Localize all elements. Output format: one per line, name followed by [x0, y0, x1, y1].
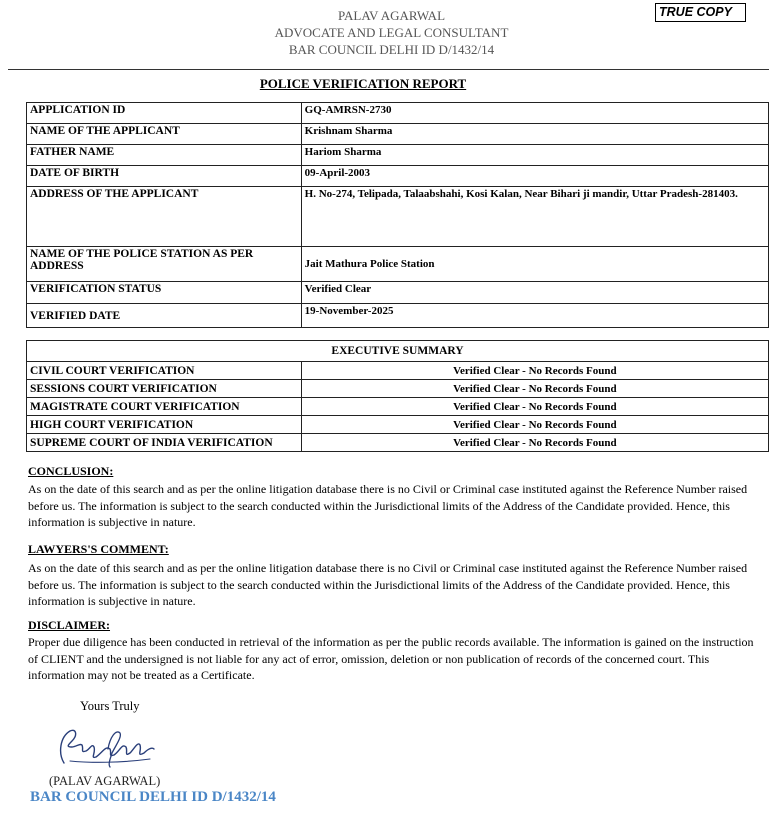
detail-label: ADDRESS OF THE APPLICANT [27, 187, 302, 247]
conclusion-heading: CONCLUSION: [28, 464, 114, 478]
detail-label: VERIFICATION STATUS [27, 282, 302, 304]
detail-value: GQ-AMRSN-2730 [301, 103, 768, 124]
detail-label: NAME OF THE POLICE STATION AS PER ADDRESS [27, 247, 302, 282]
signature-image [50, 723, 160, 771]
closing-salutation: Yours Truly [80, 699, 140, 713]
applicant-details-table [26, 102, 769, 328]
advocate-name: PALAV AGARWAL [337, 8, 446, 23]
detail-value: Jait Mathura Police Station [301, 247, 768, 282]
table-row [27, 380, 769, 398]
summary-heading: EXECUTIVE SUMMARY [27, 341, 769, 362]
summary-label: SUPREME COURT OF INDIA VERIFICATION [27, 434, 302, 452]
detail-label: APPLICATION ID [27, 103, 302, 124]
detail-value: Verified Clear [301, 282, 768, 304]
detail-value: Krishnam Sharma [301, 124, 768, 145]
summary-label: HIGH COURT VERIFICATION [27, 416, 302, 434]
summary-result: Verified Clear - No Records Found [301, 398, 768, 416]
table-row [27, 282, 769, 304]
table-row [27, 341, 769, 362]
detail-label: FATHER NAME [27, 145, 302, 166]
summary-result: Verified Clear - No Records Found [301, 362, 768, 380]
table-row [27, 187, 769, 247]
summary-label: CIVIL COURT VERIFICATION [27, 362, 302, 380]
report-title: POLICE VERIFICATION REPORT [259, 76, 467, 91]
disclaimer-heading: DISCLAIMER: [28, 618, 111, 632]
advocate-role: ADVOCATE AND LEGAL CONSULTANT [274, 25, 509, 40]
detail-value: 19-November-2025 [301, 304, 768, 328]
signatory-name: (PALAV AGARWAL) [49, 774, 161, 788]
header-bar-id: BAR COUNCIL DELHI ID D/1432/14 [288, 42, 495, 57]
detail-value: Hariom Sharma [301, 145, 768, 166]
table-row [27, 124, 769, 145]
executive-summary-table [26, 340, 769, 452]
summary-result: Verified Clear - No Records Found [301, 434, 768, 452]
comment-text: As on the date of this search and as per the online litigation database there is no Civil or Criminal case instituted against the Reference Number raised before us. The information is subject to the search conducted within the Jurisdictional limits of the Address of the Candidate provided. Hence, this information is subjective in nature. [28, 561, 748, 608]
disclaimer-text: Proper due diligence has been conducted in retrieval of the information as per the public records available. The information is gained on the instruction of CLIENT and the undersigned is not liable for any act of error, omission, deletion or non publication of records of the concerned court. This information may not be treated as a Certificate. [28, 635, 754, 682]
table-row [27, 416, 769, 434]
conclusion-text: As on the date of this search and as per the online litigation database there is no Civil or Criminal case instituted against the Reference Number raised before us. The information is subject to the search conducted within the Jurisdictional limits of the Address of the Candidate provided. Hence, this information is subjective in nature. [28, 482, 748, 529]
summary-result: Verified Clear - No Records Found [301, 416, 768, 434]
table-row [27, 362, 769, 380]
true-copy-stamp: TRUE COPY [655, 3, 746, 22]
detail-label: NAME OF THE APPLICANT [27, 124, 302, 145]
summary-label: SESSIONS COURT VERIFICATION [27, 380, 302, 398]
footer-bar-council-id: BAR COUNCIL DELHI ID D/1432/14 [30, 789, 276, 805]
comment-heading: LAWYERS'S COMMENT: [28, 542, 169, 556]
table-row [27, 304, 769, 328]
summary-result: Verified Clear - No Records Found [301, 380, 768, 398]
table-row [27, 247, 769, 282]
table-row [27, 145, 769, 166]
table-row [27, 103, 769, 124]
table-row [27, 398, 769, 416]
detail-label: DATE OF BIRTH [27, 166, 302, 187]
detail-value: 09-April-2003 [301, 166, 768, 187]
summary-label: MAGISTRATE COURT VERIFICATION [27, 398, 302, 416]
detail-value: H. No-274, Telipada, Talaabshahi, Kosi Kalan, Near Bihari ji mandir, Uttar Pradesh-281403. [301, 187, 768, 247]
table-row [27, 166, 769, 187]
table-row [27, 434, 769, 452]
header-divider [8, 69, 769, 70]
detail-label: VERIFIED DATE [27, 304, 302, 328]
